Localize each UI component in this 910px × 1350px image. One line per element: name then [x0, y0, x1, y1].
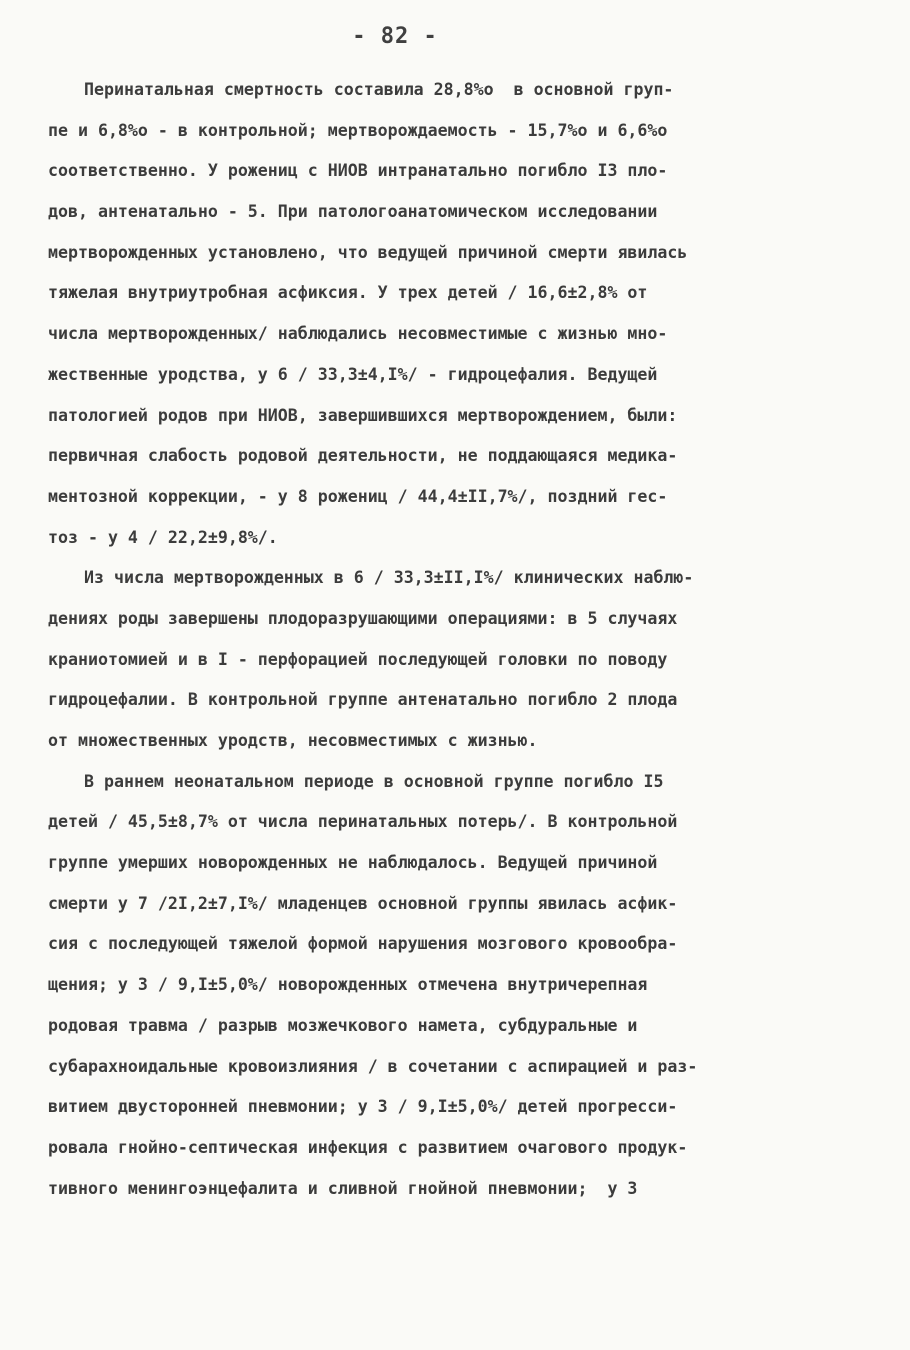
text-line: тяжелая внутриутробная асфиксия. У трех детей / 16,6±2,8% от: [48, 283, 648, 303]
text-line: дениях роды завершены плодоразрушающими операциями: в 5 случаях: [48, 608, 678, 628]
text-line: от множественных уродств, несовместимых с жизнью.: [48, 731, 538, 750]
text-line: Из числа мертворожденных в 6 / 33,3±II,I%/ клинических наблю-: [84, 568, 694, 588]
text-line: ровала гнойно-септическая инфекция с развитием очагового продук-: [48, 1137, 688, 1157]
text-line: родовая травма / разрыв мозжечкового намета, субдуральные и: [48, 1015, 638, 1035]
text-line: числа мертворожденных/ наблюдались несовместимые с жизнью мно-: [48, 324, 668, 344]
text-line: детей / 45,5±8,7% от числа перинатальных потерь/. В контрольной: [48, 812, 678, 832]
text-line: первичная слабость родовой деятельности, не поддающаяся медика-: [48, 446, 678, 466]
text-line: субарахноидальные кровоизлияния / в сочетании с аспирацией и раз-: [48, 1056, 698, 1076]
text-line: краниотомией и в I - перфорацией последующей головки по поводу: [48, 649, 668, 669]
text-line: В раннем неонатальном периоде в основной группе погибло I5: [84, 771, 664, 791]
text-line: Перинатальная смертность составила 28,8%о в основной груп-: [84, 80, 674, 99]
text-line: патологией родов при НИОВ, завершившихся мертворождением, были:: [48, 405, 678, 425]
body-text: [48, 70, 848, 1209]
text-line: соответственно. У рожениц с НИОВ интранатально погибло I3 пло-: [48, 161, 668, 181]
text-line: жественные уродства, у 6 / 33,3±4,I%/ - гидроцефалия. Ведущей: [48, 364, 658, 384]
text-line: тивного менингоэнцефалита и сливной гнойной пневмонии; у 3: [48, 1178, 638, 1198]
text-line: группе умерших новорожденных не наблюдалось. Ведущей причиной: [48, 853, 658, 873]
text-line: щения; у 3 / 9,I±5,0%/ новорожденных отмечена внутричерепная: [48, 975, 648, 995]
text-line: пе и 6,8%о - в контрольной; мертворождаемость - 15,7%о и 6,6%о: [48, 120, 668, 140]
text-line: витием двусторонней пневмонии; у 3 / 9,I±5,0%/ детей прогресси-: [48, 1097, 678, 1117]
text-line: сия с последующей тяжелой формой нарушения мозгового кровообра-: [48, 934, 678, 954]
text-line: гидроцефалии. В контрольной группе антенатально погибло 2 плода: [48, 690, 678, 710]
text-line: дов, антенатально - 5. При патологоанатомическом исследовании: [48, 202, 658, 222]
text-line: мертворожденных установлено, что ведущей причиной смерти явилась: [48, 242, 688, 262]
text-line: тоз - у 4 / 22,2±9,8%/.: [48, 527, 278, 547]
text-line: смерти у 7 /2I,2±7,I%/ младенцев основной группы явилась асфик-: [48, 893, 678, 913]
text-line: ментозной коррекции, - у 8 рожениц / 44,4±II,7%/, поздний гес-: [48, 486, 668, 506]
page-number: - 82 -: [352, 24, 438, 49]
